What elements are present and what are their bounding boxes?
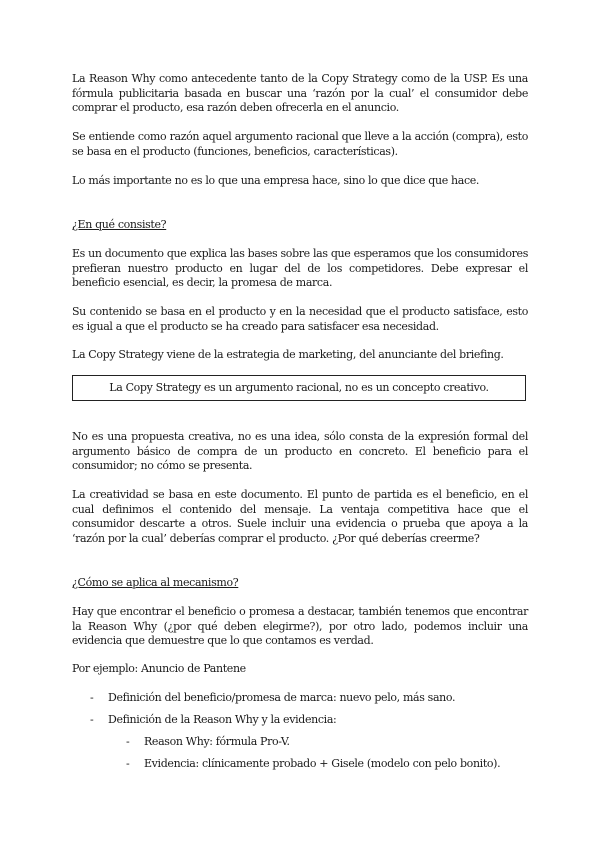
paragraph-reason-why: La Reason Why como antecedente tanto de la Copy Strategy como de la USP. Es una fórmula publicitaria basada en buscar una ‘razón por la cual’ el consumidor debe comprar el producto, esa razón deben ofrecerla en el anuncio. <box>72 72 528 114</box>
paragraph-ejemplo: Por ejemplo: Anuncio de Pantene <box>72 662 246 675</box>
list-item-beneficio: Definición del beneficio/promesa de marca: nuevo pelo, más sano. <box>108 691 456 704</box>
paragraph-no-es-propuesta: No es una propuesta creativa, no es una idea, sólo consta de la expresión formal del argumento básico de compra de un producto en concreto. El beneficio para el consumidor; no cómo se presenta. <box>72 430 528 472</box>
paragraph-importante: Lo más importante no es lo que una empresa hace, sino lo que dice que hace. <box>72 174 480 187</box>
paragraph-razon: Se entiende como razón aquel argumento racional que lleve a la acción (compra), esto se basa en el producto (funciones, beneficios, características). <box>72 130 528 158</box>
paragraph-encontrar-beneficio: Hay que encontrar el beneficio o promesa a destacar, también tenemos que encontrar la Reason Why (¿por qué deben elegirme?), por otro lado, podemos incluir una evidencia que demuestre que lo que contamos es verdad. <box>72 605 528 647</box>
sublist-item-formula: Reason Why: fórmula Pro-V. <box>144 735 290 748</box>
sublist-dash: - <box>126 735 130 748</box>
heading-como-se-aplica: ¿Cómo se aplica al mecanismo? <box>72 576 239 589</box>
list-dash: - <box>90 691 94 704</box>
paragraph-documento: Es un documento que explica las bases sobre las que esperamos que los consumidores prefieran nuestro producto en lugar del de los competidores. Debe expresar el beneficio esencial, es decir, la promesa de marca. <box>72 247 528 289</box>
paragraph-copy-strategy: La Copy Strategy viene de la estrategia de marketing, del anunciante del briefing. <box>72 348 504 361</box>
paragraph-contenido: Su contenido se basa en el producto y en la necesidad que el producto satisface, esto es igual a que el producto se ha creado para satisfacer esa necesidad. <box>72 305 528 333</box>
paragraph-creatividad: La creatividad se basa en este documento. El punto de partida es el beneficio, en el cual definimos el contenido del mensaje. La ventaja competitiva hace que el consumidor descarte a otros. Suele incluir una evidencia o prueba que apoya a la ‘razón por la cual’ deberías comprar el producto. ¿Por qué deberías creerme? <box>72 488 528 545</box>
sublist-item-evidencia: Evidencia: clínicamente probado + Gisele (modelo con pelo bonito). <box>144 757 501 770</box>
sublist-dash: - <box>126 757 130 770</box>
list-item-reason-why: Definición de la Reason Why y la evidencia: <box>108 713 337 726</box>
list-dash: - <box>90 713 94 726</box>
boxed-statement: La Copy Strategy es un argumento racional, no es un concepto creativo. <box>72 375 526 401</box>
heading-en-que-consiste: ¿En qué consiste? <box>72 218 167 231</box>
